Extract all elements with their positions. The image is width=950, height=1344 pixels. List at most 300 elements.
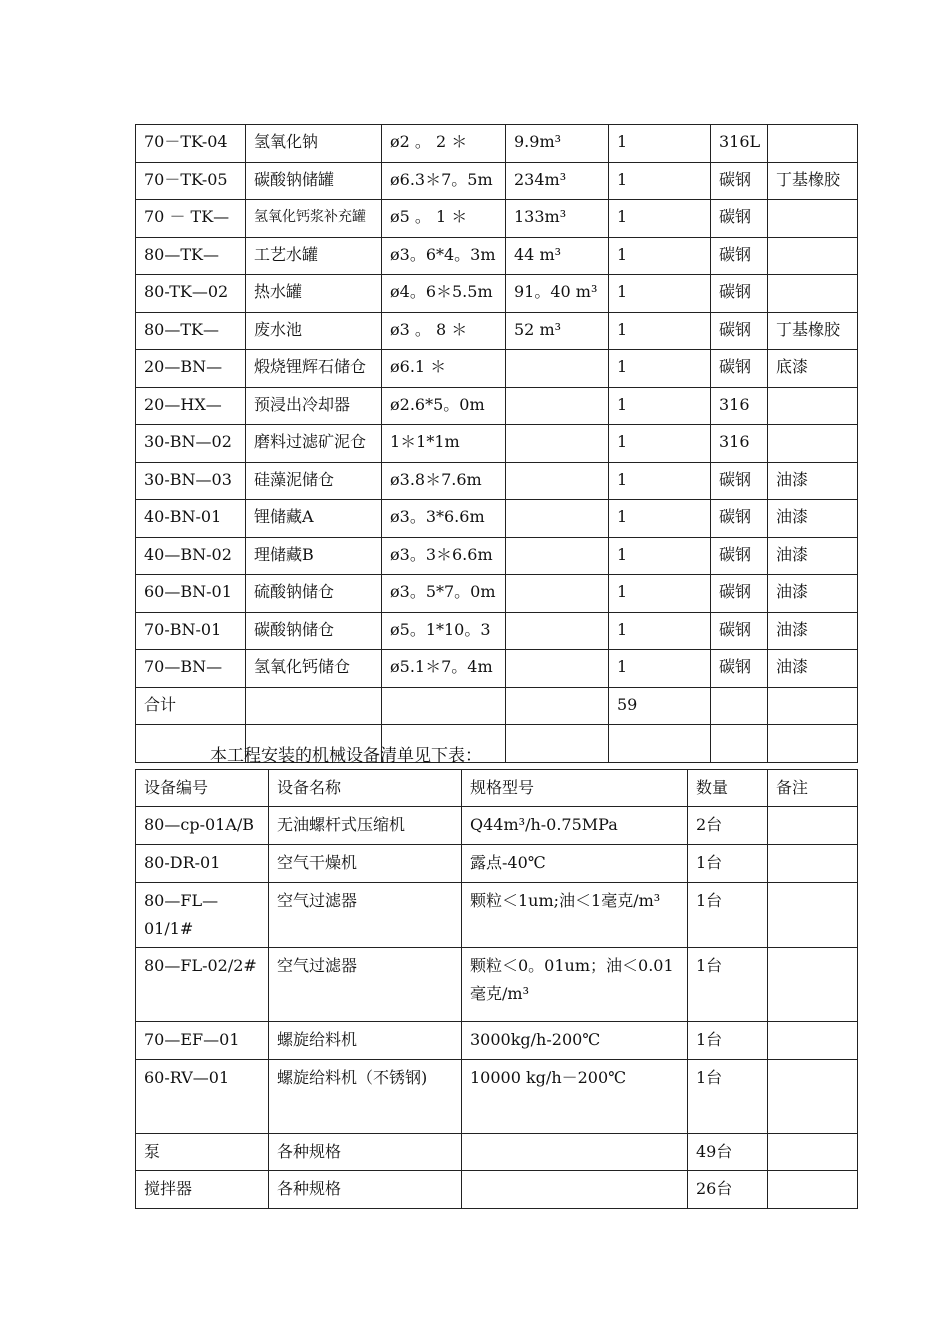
table-row: [136, 1171, 858, 1209]
lining-cell: [768, 500, 858, 538]
quantity-text: 1: [617, 208, 628, 227]
quantity-cell: 1台: [688, 948, 768, 1022]
volume-text: [514, 733, 608, 753]
quantity-text: 1: [617, 658, 628, 677]
lining-cell: [768, 575, 858, 613]
specification-cell: 10000 kg/h－200℃: [462, 1060, 688, 1134]
volume-cell: [506, 162, 609, 200]
quantity-cell: [609, 687, 711, 725]
volume-text: 9.9m³: [514, 133, 562, 152]
quantity-text: 1: [617, 545, 628, 564]
material-text: 碳钢: [719, 508, 752, 527]
equipment-name-cell: [246, 162, 382, 200]
dimension-cell: [382, 200, 506, 238]
equipment-name-cell: [246, 537, 382, 575]
equipment-name-text: 碳酸钠储罐: [254, 170, 335, 189]
quantity-cell: [609, 275, 711, 313]
table-row: [136, 883, 858, 948]
table-row: [136, 312, 858, 350]
equipment-name-text: 煅烧锂辉石储仓: [254, 358, 367, 377]
table-row: [136, 537, 858, 575]
equipment-name-cell: [246, 425, 382, 463]
quantity-text: 1: [617, 583, 628, 602]
dimension-text: ø3 。 8 ＊: [390, 320, 468, 339]
equipment-name-cell: [246, 387, 382, 425]
dimension-cell: [382, 575, 506, 613]
equipment-list-intro: 本工程安装的机械设备清单见下表：: [210, 746, 482, 766]
equipment-name-text: 热水罐: [254, 283, 303, 302]
volume-cell: [506, 350, 609, 388]
lining-text: 丁基橡胶: [776, 170, 841, 189]
equipment-name-cell: [246, 125, 382, 163]
equipment-id-text: 20—HX—: [144, 395, 222, 414]
quantity-cell: [609, 537, 711, 575]
lining-text: [776, 433, 857, 453]
equipment-name-text: 废水池: [254, 320, 303, 339]
quantity-cell: [609, 312, 711, 350]
material-cell: [711, 425, 768, 463]
quantity-cell: 49台: [688, 1134, 768, 1171]
equipment-id-cell: [136, 312, 246, 350]
quantity-cell: [609, 725, 711, 763]
lining-text: [776, 208, 857, 228]
lining-text: 油漆: [776, 583, 809, 602]
remarks-cell: [768, 948, 858, 1022]
equipment-name-cell: 螺旋给料机（不锈钢): [269, 1060, 462, 1134]
volume-cell: [506, 537, 609, 575]
volume-text: [514, 583, 608, 603]
dimension-cell: [382, 275, 506, 313]
lining-cell: [768, 275, 858, 313]
remarks-cell: [768, 807, 858, 845]
material-text: 碳钢: [719, 620, 752, 639]
dimension-text: ø3.8＊7.6m: [390, 470, 482, 489]
equipment-id-cell: 60-RV—01: [136, 1060, 269, 1134]
material-text: 碳钢: [719, 170, 752, 189]
equipment-id-text: 30-BN—02: [144, 433, 232, 452]
equipment-id-text: 80—TK—: [144, 245, 219, 264]
volume-text: 44 m³: [514, 245, 562, 264]
dimension-cell: [382, 125, 506, 163]
remarks-cell: [768, 1171, 858, 1209]
dimension-cell: [382, 537, 506, 575]
table-row: [136, 425, 858, 463]
lining-text: 油漆: [776, 470, 809, 489]
lining-cell: [768, 687, 858, 725]
lining-cell: [768, 387, 858, 425]
header-equipment-name: 设备名称: [269, 770, 462, 807]
equipment-id-cell: [136, 387, 246, 425]
equipment-id-cell: 80—cp-01A/B: [136, 807, 269, 845]
dimension-text: ø6.1 ＊: [390, 358, 447, 377]
quantity-text: 1: [617, 620, 628, 639]
material-text: 碳钢: [719, 658, 752, 677]
equipment-id-text: 80-TK—02: [144, 283, 229, 302]
material-cell: [711, 612, 768, 650]
quantity-cell: [609, 200, 711, 238]
material-cell: [711, 575, 768, 613]
specification-cell: [462, 1171, 688, 1209]
quantity-cell: 1台: [688, 883, 768, 948]
material-cell: [711, 537, 768, 575]
volume-text: 234m³: [514, 170, 567, 189]
equipment-name-text: 预浸出冷却器: [254, 395, 351, 414]
equipment-id-text: 20—BN—: [144, 358, 223, 377]
volume-cell: [506, 425, 609, 463]
dimension-cell: [382, 650, 506, 688]
equipment-id-cell: [136, 575, 246, 613]
equipment-name-cell: [246, 575, 382, 613]
equipment-id-cell: 泵: [136, 1134, 269, 1171]
equipment-id-text: 合计: [144, 695, 177, 714]
volume-text: 91。40 m³: [514, 283, 598, 302]
quantity-text: 1: [617, 358, 628, 377]
volume-cell: [506, 612, 609, 650]
dimension-cell: [382, 162, 506, 200]
material-text: 316: [719, 395, 750, 414]
quantity-cell: [609, 350, 711, 388]
material-cell: [711, 725, 768, 763]
quantity-cell: [609, 500, 711, 538]
equipment-id-cell: [136, 125, 246, 163]
equipment-id-text: 70—BN—: [144, 658, 223, 677]
table-row: [136, 845, 858, 883]
table-row: [136, 200, 858, 238]
volume-text: [514, 433, 608, 453]
volume-cell: [506, 462, 609, 500]
quantity-cell: 1台: [688, 1022, 768, 1060]
quantity-text: 59: [617, 695, 638, 714]
dimension-text: ø5 。 1 ＊: [390, 208, 468, 227]
equipment-id-cell: [136, 537, 246, 575]
quantity-cell: 2台: [688, 807, 768, 845]
material-cell: [711, 687, 768, 725]
lining-text: [776, 283, 857, 303]
volume-text: [514, 658, 608, 678]
equipment-id-cell: [136, 650, 246, 688]
quantity-cell: [609, 650, 711, 688]
quantity-cell: 1台: [688, 845, 768, 883]
equipment-id-cell: 80—FL-02/2#: [136, 948, 269, 1022]
lining-cell: [768, 312, 858, 350]
dimension-cell: [382, 687, 506, 725]
quantity-text: 1: [617, 283, 628, 302]
equipment-id-cell: 80—FL—01/1#: [136, 883, 269, 948]
lining-cell: [768, 725, 858, 763]
quantity-cell: [609, 575, 711, 613]
equipment-id-text: 70－TK-04: [144, 133, 228, 152]
volume-text: [514, 696, 608, 716]
material-cell: [711, 462, 768, 500]
equipment-name-cell: [246, 312, 382, 350]
quantity-cell: [609, 237, 711, 275]
equipment-name-cell: [246, 462, 382, 500]
tank-table-body: [136, 125, 858, 763]
quantity-text: 1: [617, 470, 628, 489]
dimension-text: [390, 696, 505, 716]
material-text: 碳钢: [719, 320, 752, 339]
mechanical-table-body: [136, 807, 858, 1209]
equipment-name-text: 氢氧化钙浆补充罐: [254, 209, 366, 226]
volume-text: [514, 396, 608, 416]
lining-cell: [768, 350, 858, 388]
table-row: [136, 650, 858, 688]
volume-cell: [506, 387, 609, 425]
remarks-cell: [768, 1022, 858, 1060]
equipment-id-cell: [136, 687, 246, 725]
dimension-text: ø2.6*5。0m: [390, 395, 485, 414]
volume-text: [514, 471, 608, 491]
volume-cell: [506, 237, 609, 275]
lining-text: 油漆: [776, 508, 809, 527]
material-text: 碳钢: [719, 583, 752, 602]
volume-cell: [506, 200, 609, 238]
volume-cell: [506, 650, 609, 688]
remarks-cell: [768, 845, 858, 883]
material-text: 碳钢: [719, 545, 752, 564]
lining-cell: [768, 162, 858, 200]
lining-text: 油漆: [776, 658, 809, 677]
material-cell: [711, 237, 768, 275]
dimension-text: ø3。6*4。3m: [390, 245, 496, 264]
quantity-cell: [609, 387, 711, 425]
equipment-id-text: 70-BN-01: [144, 620, 222, 639]
dimension-text: ø3。3＊6.6m: [390, 545, 493, 564]
equipment-name-cell: [246, 350, 382, 388]
equipment-id-cell: [136, 237, 246, 275]
equipment-name-cell: 空气过滤器: [269, 948, 462, 1022]
equipment-name-cell: [246, 237, 382, 275]
volume-cell: [506, 687, 609, 725]
material-text: 碳钢: [719, 245, 752, 264]
material-cell: [711, 125, 768, 163]
quantity-cell: [609, 162, 711, 200]
table-row: [136, 387, 858, 425]
table-row: [136, 612, 858, 650]
material-cell: [711, 500, 768, 538]
material-cell: [711, 312, 768, 350]
equipment-name-text: 氢氧化钙储仓: [254, 658, 351, 677]
equipment-name-text: 磨料过滤矿泥仓: [254, 433, 367, 452]
volume-cell: [506, 312, 609, 350]
lining-text: 油漆: [776, 545, 809, 564]
equipment-id-text: 60—BN-01: [144, 583, 232, 602]
table-row: [136, 687, 858, 725]
table-row: [136, 575, 858, 613]
lining-text: 油漆: [776, 620, 809, 639]
equipment-id-cell: [136, 500, 246, 538]
volume-cell: [506, 275, 609, 313]
lining-cell: [768, 425, 858, 463]
dimension-cell: [382, 387, 506, 425]
equipment-name-cell: 无油螺杆式压缩机: [269, 807, 462, 845]
dimension-text: ø6.3＊7。5m: [390, 170, 493, 189]
dimension-cell: [382, 350, 506, 388]
quantity-text: 1: [617, 433, 628, 452]
table-row: [136, 807, 858, 845]
header-remarks: 备注: [768, 770, 858, 807]
equipment-id-text: 40-BN-01: [144, 508, 222, 527]
tank-equipment-table: [135, 124, 858, 763]
material-cell: [711, 387, 768, 425]
lining-text: [776, 696, 857, 716]
table-header-row: [136, 770, 858, 807]
specification-cell: Q44m³/h-0.75MPa: [462, 807, 688, 845]
quantity-text: 1: [617, 170, 628, 189]
material-text: 碳钢: [719, 208, 752, 227]
dimension-cell: [382, 500, 506, 538]
table-row: [136, 162, 858, 200]
material-text: 碳钢: [719, 283, 752, 302]
equipment-id-cell: [136, 275, 246, 313]
volume-text: [514, 546, 608, 566]
specification-cell: 颗粒＜0。01um；油＜0.01毫克/m³: [462, 948, 688, 1022]
dimension-text: ø3。3*6.6m: [390, 508, 485, 527]
table-row: [136, 125, 858, 163]
quantity-text: 1: [617, 508, 628, 527]
equipment-id-text: 80—TK—: [144, 320, 219, 339]
dimension-cell: [382, 312, 506, 350]
material-text: 碳钢: [719, 358, 752, 377]
lining-text: 底漆: [776, 358, 809, 377]
equipment-id-text: 70－TK-05: [144, 170, 228, 189]
remarks-cell: [768, 1134, 858, 1171]
equipment-id-cell: 70—EF—01: [136, 1022, 269, 1060]
equipment-name-text: [254, 696, 381, 716]
lining-text: [776, 733, 857, 753]
header-quantity: 数量: [688, 770, 768, 807]
material-cell: [711, 275, 768, 313]
equipment-name-cell: 空气过滤器: [269, 883, 462, 948]
quantity-text: 1: [617, 245, 628, 264]
material-cell: [711, 350, 768, 388]
volume-cell: [506, 500, 609, 538]
dimension-text: ø5.1＊7。4m: [390, 658, 493, 677]
remarks-cell: [768, 1060, 858, 1134]
volume-cell: [506, 725, 609, 763]
dimension-cell: [382, 462, 506, 500]
table-row: [136, 275, 858, 313]
equipment-id-cell: [136, 612, 246, 650]
lining-text: 丁基橡胶: [776, 320, 841, 339]
equipment-name-text: 锂储藏A: [254, 508, 314, 527]
material-text: 316L: [719, 133, 761, 152]
equipment-id-cell: [136, 162, 246, 200]
equipment-name-text: 理储藏B: [254, 545, 314, 564]
table-row: [136, 500, 858, 538]
quantity-cell: [609, 125, 711, 163]
dimension-text: 1＊1*1m: [390, 433, 460, 452]
volume-text: [514, 358, 608, 378]
table-row: [136, 1134, 858, 1171]
equipment-name-cell: 螺旋给料机: [269, 1022, 462, 1060]
material-text: [719, 696, 767, 716]
equipment-id-cell: 80-DR-01: [136, 845, 269, 883]
equipment-id-text: 40—BN-02: [144, 545, 232, 564]
quantity-cell: 1台: [688, 1060, 768, 1134]
lining-text: [776, 396, 857, 416]
specification-cell: 3000kg/h-200℃: [462, 1022, 688, 1060]
lining-text: [776, 246, 857, 266]
specification-cell: 露点-40℃: [462, 845, 688, 883]
equipment-name-cell: 各种规格: [269, 1134, 462, 1171]
equipment-id-cell: 搅拌器: [136, 1171, 269, 1209]
equipment-name-cell: 空气干燥机: [269, 845, 462, 883]
quantity-cell: [609, 462, 711, 500]
lining-cell: [768, 650, 858, 688]
table-row: [136, 462, 858, 500]
material-text: 316: [719, 433, 750, 452]
equipment-id-cell: [136, 462, 246, 500]
material-cell: [711, 162, 768, 200]
table-row: [136, 1022, 858, 1060]
equipment-name-cell: [246, 200, 382, 238]
equipment-id-cell: [136, 200, 246, 238]
quantity-text: 1: [617, 320, 628, 339]
dimension-text: ø2 。 2 ＊: [390, 133, 468, 152]
header-specification: 规格型号: [462, 770, 688, 807]
table-row: [136, 948, 858, 1022]
table-row: [136, 237, 858, 275]
table-row: [136, 350, 858, 388]
equipment-name-text: 氢氧化钠: [254, 133, 319, 152]
equipment-name-cell: [246, 275, 382, 313]
lining-cell: [768, 125, 858, 163]
equipment-id-cell: [136, 350, 246, 388]
remarks-cell: [768, 883, 858, 948]
dimension-cell: [382, 237, 506, 275]
equipment-name-text: 硅藻泥储仓: [254, 470, 335, 489]
quantity-cell: [609, 612, 711, 650]
material-cell: [711, 650, 768, 688]
volume-text: [514, 508, 608, 528]
lining-cell: [768, 237, 858, 275]
dimension-text: ø4。6＊5.5m: [390, 283, 493, 302]
equipment-name-cell: [246, 612, 382, 650]
lining-cell: [768, 537, 858, 575]
material-text: 碳钢: [719, 470, 752, 489]
equipment-name-cell: 各种规格: [269, 1171, 462, 1209]
specification-cell: 颗粒＜1um;油＜1毫克/m³: [462, 883, 688, 948]
dimension-cell: [382, 612, 506, 650]
quantity-cell: [609, 425, 711, 463]
equipment-id-text: 30-BN—03: [144, 470, 232, 489]
quantity-text: [617, 733, 710, 753]
lining-cell: [768, 462, 858, 500]
volume-cell: [506, 125, 609, 163]
dimension-text: ø5。1*10。3: [390, 620, 491, 639]
material-cell: [711, 200, 768, 238]
dimension-cell: [382, 425, 506, 463]
volume-text: 133m³: [514, 208, 567, 227]
mechanical-equipment-table: [135, 769, 858, 1209]
equipment-name-cell: [246, 650, 382, 688]
volume-cell: [506, 575, 609, 613]
volume-text: 52 m³: [514, 320, 562, 339]
material-text: [719, 733, 767, 753]
specification-cell: [462, 1134, 688, 1171]
lining-text: [776, 133, 857, 153]
header-equipment-id: 设备编号: [136, 770, 269, 807]
quantity-cell: 26台: [688, 1171, 768, 1209]
equipment-name-text: 硫酸钠储仓: [254, 583, 335, 602]
lining-cell: [768, 200, 858, 238]
table-row: [136, 1060, 858, 1134]
dimension-text: ø3。5*7。0m: [390, 583, 496, 602]
equipment-name-text: 碳酸钠储仓: [254, 620, 335, 639]
lining-cell: [768, 612, 858, 650]
equipment-name-text: 工艺水罐: [254, 245, 319, 264]
